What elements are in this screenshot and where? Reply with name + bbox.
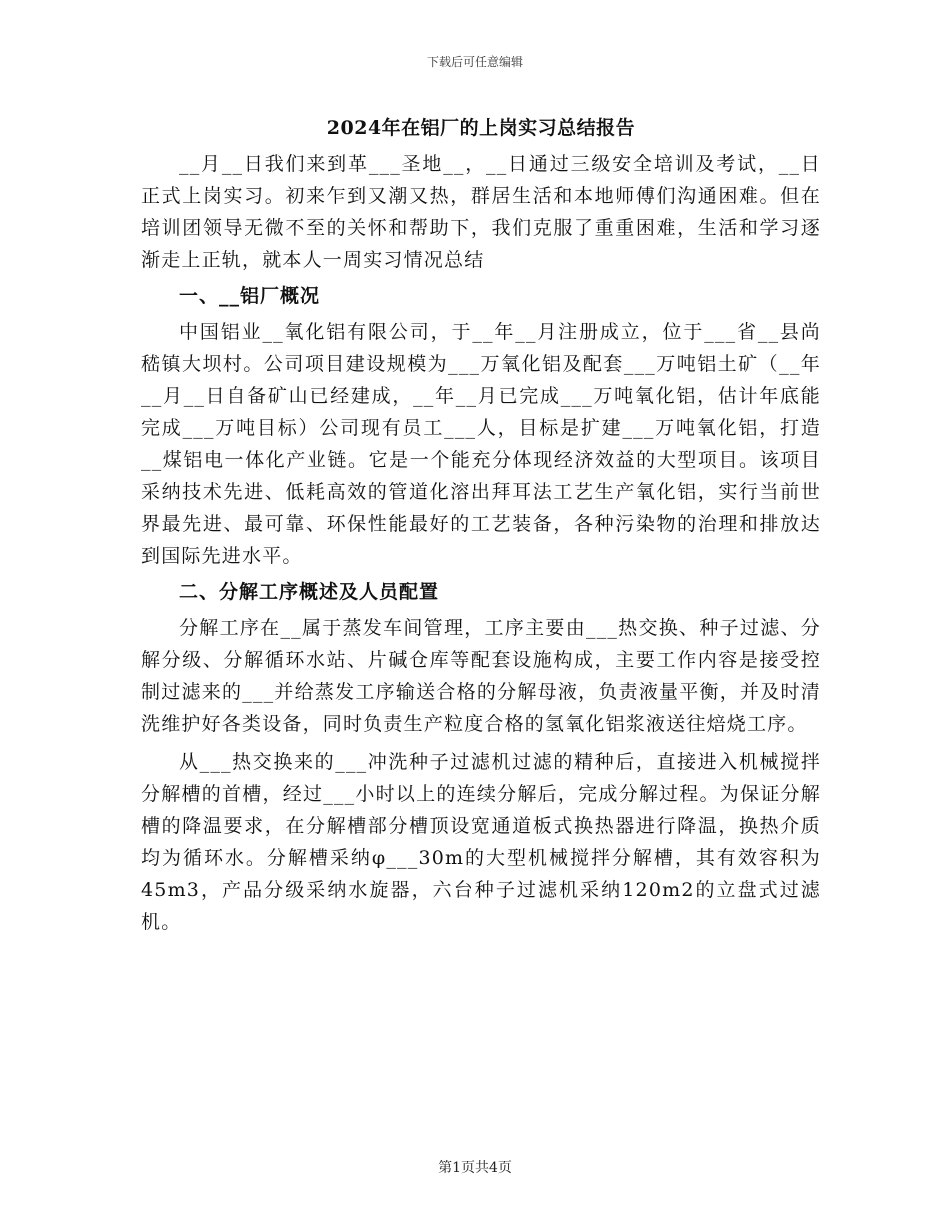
page-header-note: 下载后可任意编辑 xyxy=(426,55,523,69)
intro-paragraph: __月__日我们来到革___圣地__，__日通过三级安全培训及考试，__日正式上岗实习。初来乍到又潮又热，群居生活和本地师傅们沟通困难。但在培训团领导无微不至的关怀和帮助下，我们克服了重重困难，生活和学习逐渐走上正轨，就本人一周实习情况总结 xyxy=(141,153,821,271)
section-1-paragraph: 中国铝业__氧化铝有限公司，于__年__月注册成立，位于___省__县尚嵇镇大坝村。公司项目建设规模为___万氧化铝及配套___万吨铝土矿（__年__月__日自备矿山已经建成，__年__月已完成___万吨氧化铝，估计年底能完成___万吨目标）公司现有员工___人，目标是扩建___万吨氧化铝，打造__煤铝电一体化产业链。它是一个能充分体现经济效益的大型项目。该项目采纳技术先进、低耗高效的管道化溶出拜耳法工艺生产氧化铝，实行当前世界最先进、最可靠、环保性能最好的工艺装备，各种污染物的治理和排放达到国际先进水平。 xyxy=(141,321,821,567)
section-2-paragraph-2: 从___热交换来的___冲洗种子过滤机过滤的精种后，直接进入机械搅拌分解槽的首槽，经过___小时以上的连续分解后，完成分解过程。为保证分解槽的降温要求，在分解槽部分槽顶设宽通道板式换热器进行降温，换热介质均为循环水。分解槽采纳φ___30m的大型机械搅拌分解槽，其有效容积为45m3，产品分级采纳水旋器，六台种子过滤机采纳120m2的立盘式过滤机。 xyxy=(141,751,821,933)
document-title: 2024年在铝厂的上岗实习总结报告 xyxy=(326,117,636,139)
section-2-heading: 二、分解工序概述及人员配置 xyxy=(179,581,440,603)
section-1-heading: 一、__铝厂概况 xyxy=(179,285,321,307)
document-body xyxy=(141,108,821,938)
section-2-paragraph-1: 分解工序在__属于蒸发车间管理，工序主要由___热交换、种子过滤、分解分级、分解循环水站、片碱仓库等配套设施构成，主要工作内容是接受控制过滤来的___并给蒸发工序输送合格的分解母液，负责液量平衡，并及时清洗维护好各类设备，同时负责生产粒度合格的氢氧化铝浆液送往焙烧工序。 xyxy=(141,617,821,735)
page-number: 第1页共4页 xyxy=(438,1160,512,1176)
